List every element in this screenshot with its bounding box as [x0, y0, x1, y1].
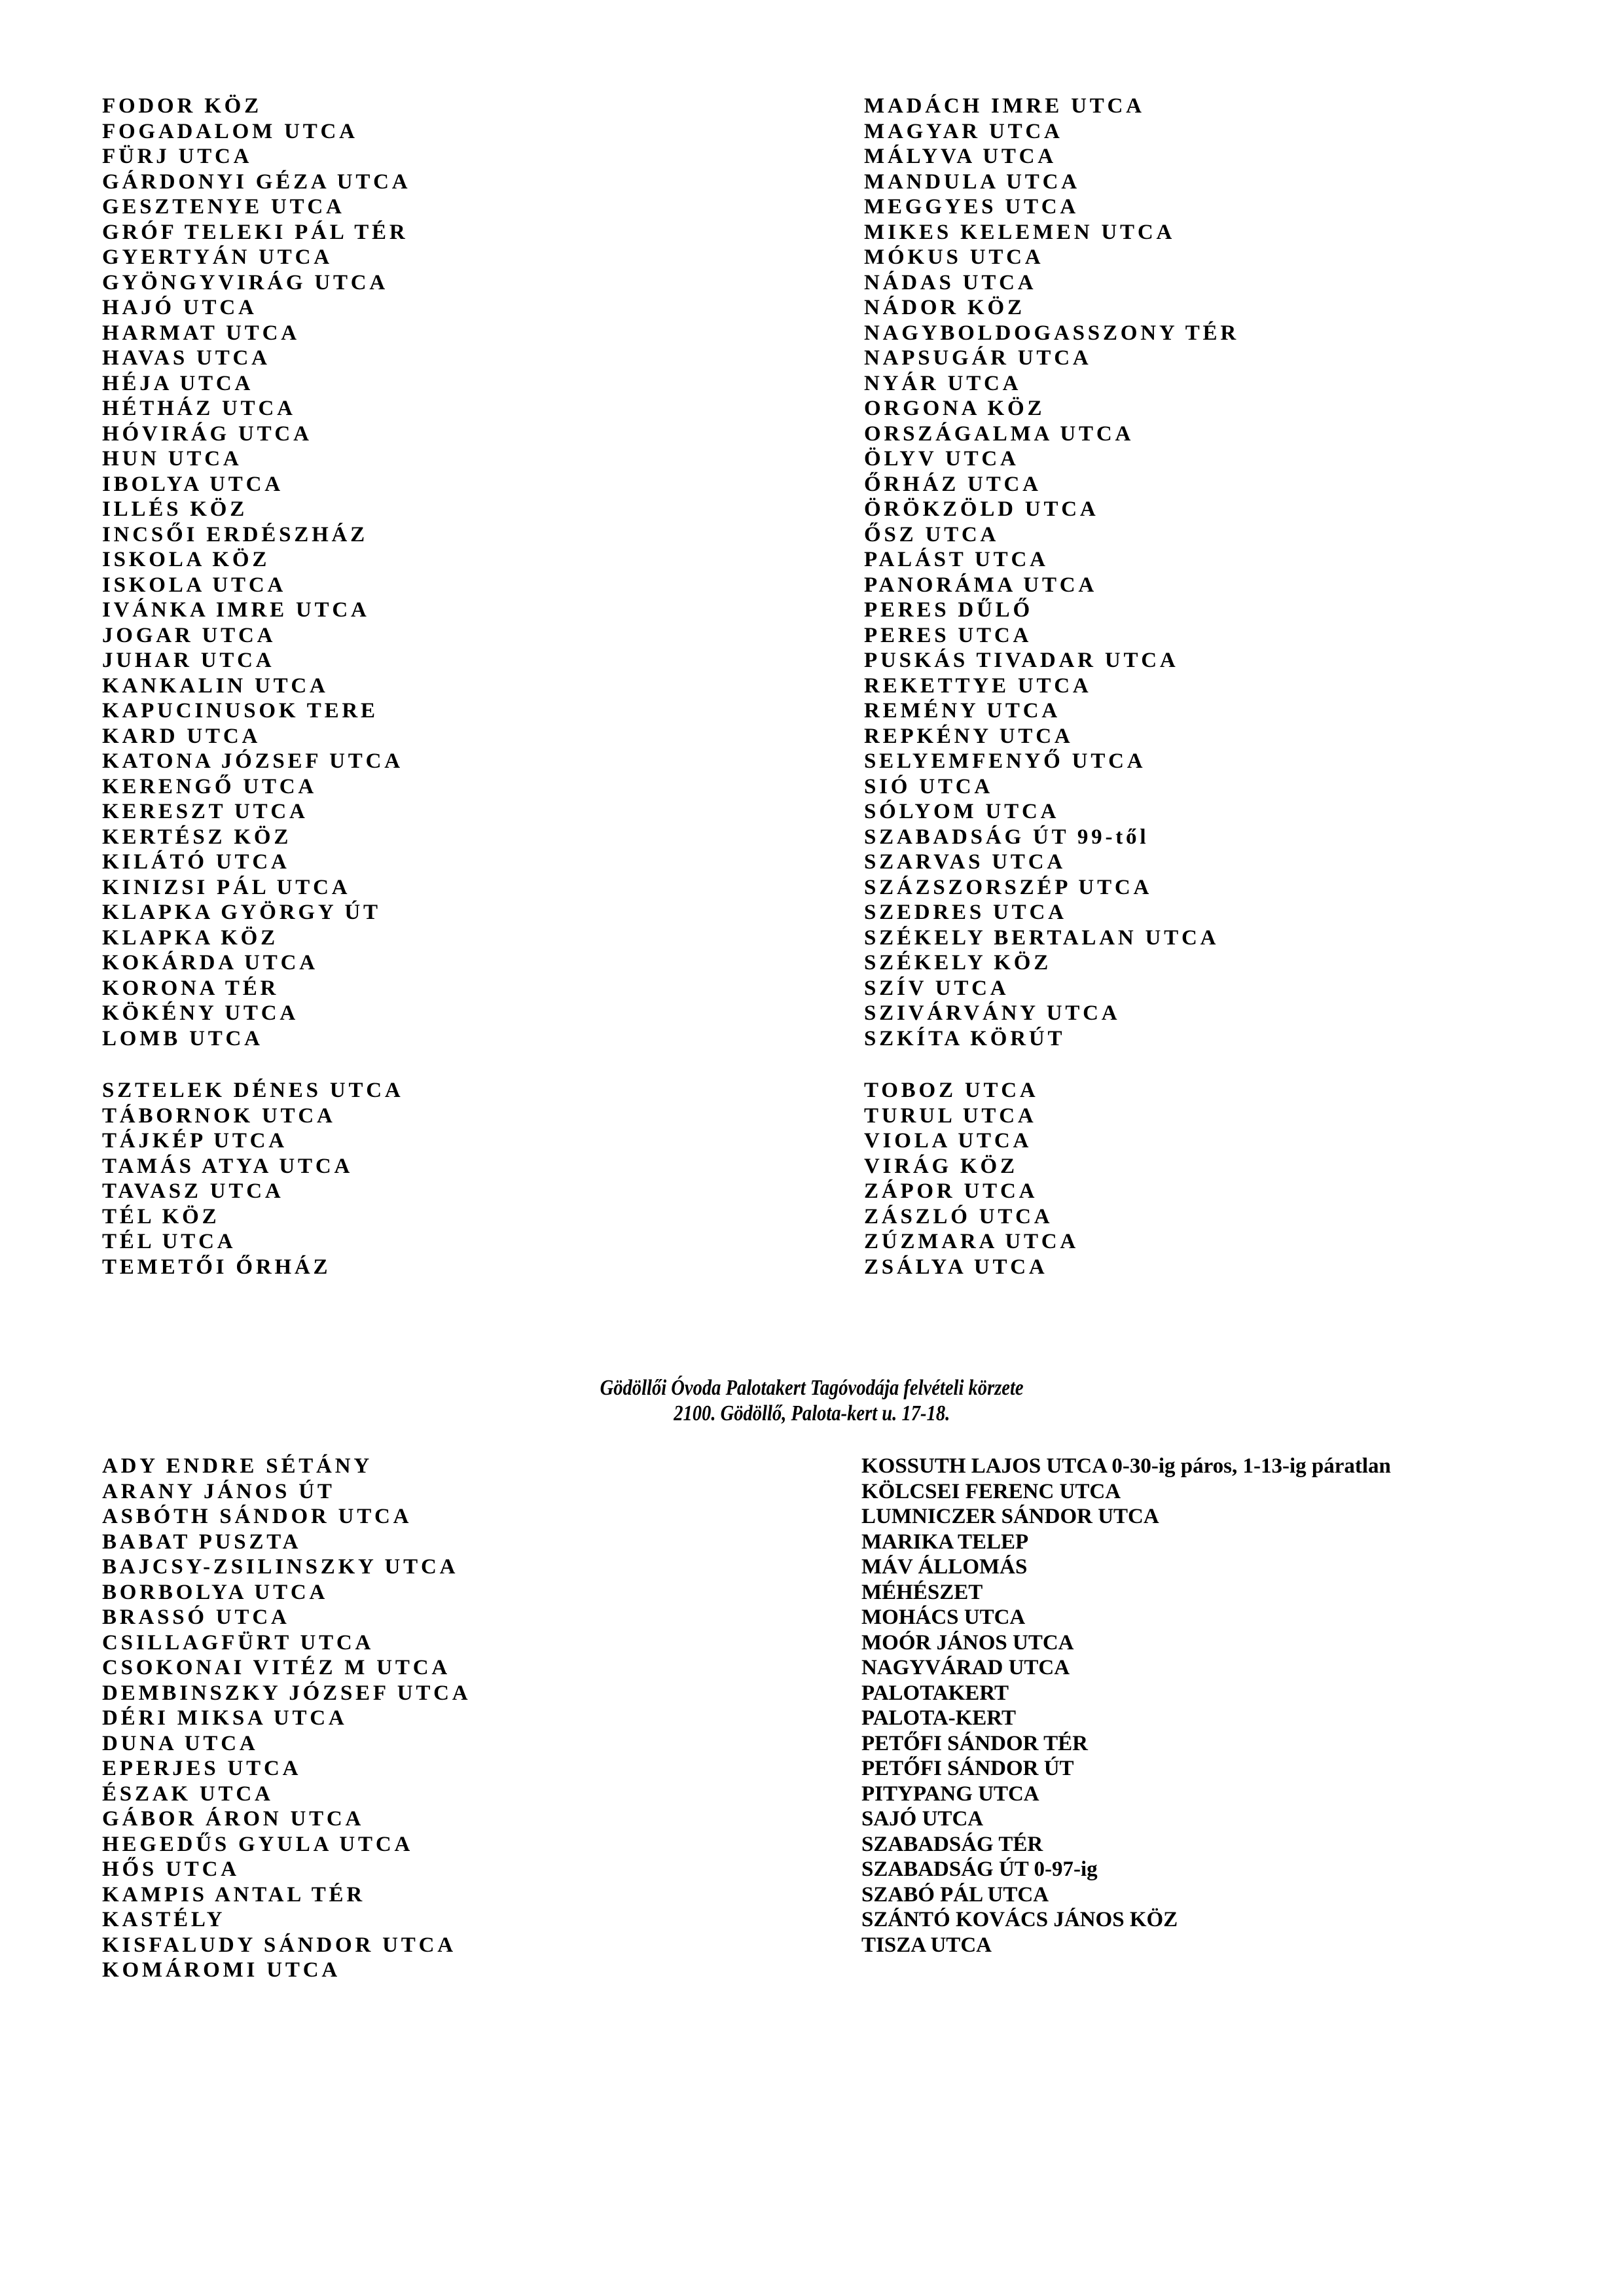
street-name: KLAPKA GYÖRGY ÚT	[102, 901, 381, 924]
street-name: DUNA UTCA	[102, 1731, 259, 1755]
street-name: SZKÍTA KÖRÚT	[864, 1026, 1066, 1050]
street-name: SÓLYOM UTCA	[864, 800, 1060, 823]
street-name: PERES DŰLŐ	[864, 598, 1033, 622]
street-name: MÉHÉSZET	[861, 1580, 983, 1604]
street-name: KINIZSI PÁL UTCA	[102, 875, 351, 899]
street-name: ÖLYV UTCA	[864, 447, 1019, 471]
street-name: SAJÓ UTCA	[861, 1807, 984, 1831]
street-name: HAJÓ UTCA	[102, 296, 257, 319]
street-name: MIKES KELEMEN UTCA	[864, 220, 1176, 244]
street-name: KLAPKA KÖZ	[102, 925, 278, 950]
street-name: ISKOLA UTCA	[102, 573, 287, 597]
street-name: VIRÁG KÖZ	[864, 1154, 1018, 1178]
street-name: PANORÁMA UTCA	[864, 573, 1098, 597]
street-name: ARANY JÁNOS ÚT	[102, 1479, 335, 1503]
street-name: TÉL KÖZ	[102, 1204, 220, 1229]
street-name: ÖRÖKZÖLD UTCA	[864, 497, 1099, 521]
section2-right-street-list	[861, 1454, 1391, 1958]
street-name: KERENGŐ UTCA	[102, 774, 317, 798]
street-name: NYÁR UTCA	[864, 371, 1022, 395]
street-name: KOKÁRDA UTCA	[102, 951, 318, 975]
street-name: SZABADSÁG ÚT 0-97-ig	[861, 1857, 1098, 1881]
heading-address: 2100. Gödöllő, Palota-kert u. 17-18.	[674, 1401, 950, 1426]
section1-right-street-list	[864, 94, 1239, 1051]
street-name: KOMÁROMI UTCA	[102, 1958, 340, 1982]
street-name: NÁDOR KÖZ	[864, 296, 1025, 319]
street-name: TAMÁS ATYA UTCA	[102, 1154, 353, 1178]
street-name: HÉTHÁZ UTCA	[102, 397, 296, 420]
street-name: PUSKÁS TIVADAR UTCA	[864, 649, 1179, 672]
street-name: CSOKONAI VITÉZ M UTCA	[102, 1656, 451, 1679]
street-name: SZÁZSZORSZÉP UTCA	[864, 875, 1153, 899]
street-name: KÖKÉNY UTCA	[102, 1001, 299, 1025]
street-name: ASBÓTH SÁNDOR UTCA	[102, 1505, 412, 1528]
street-name: MÁV ÁLLOMÁS	[861, 1555, 1028, 1579]
street-name: TAVASZ UTCA	[102, 1179, 284, 1203]
street-name: SZIVÁRVÁNY UTCA	[864, 1001, 1121, 1025]
street-name: TISZA UTCA	[861, 1933, 992, 1957]
street-name: REPKÉNY UTCA	[864, 724, 1074, 748]
street-name: NAPSUGÁR UTCA	[864, 346, 1092, 370]
street-name: KÖLCSEI FERENC UTCA	[861, 1479, 1121, 1503]
street-name: SZÁNTÓ KOVÁCS JÁNOS KÖZ	[861, 1908, 1178, 1931]
street-name: ÉSZAK UTCA	[102, 1782, 274, 1806]
street-name: FÜRJ UTCA	[102, 145, 253, 168]
street-name: FOGADALOM UTCA	[102, 119, 358, 143]
street-name: PETŐFI SÁNDOR TÉR	[861, 1731, 1088, 1755]
street-name: SZÉKELY BERTALAN UTCA	[864, 925, 1219, 950]
street-name: HARMAT UTCA	[102, 321, 300, 345]
street-name: MEGGYES UTCA	[864, 195, 1079, 219]
street-name: SELYEMFENYŐ UTCA	[864, 749, 1146, 773]
street-name: KATONA JÓZSEF UTCA	[102, 749, 403, 773]
street-name: HEGEDŰS GYULA UTCA	[102, 1832, 414, 1856]
street-name: TURUL UTCA	[864, 1103, 1037, 1128]
street-name: TÉL UTCA	[102, 1230, 236, 1253]
street-name: SZÉKELY KÖZ	[864, 951, 1052, 975]
street-name: JOGAR UTCA	[102, 623, 276, 647]
section2-left-street-list	[102, 1454, 471, 1983]
street-name: SZTELEK DÉNES UTCA	[102, 1079, 404, 1102]
street-name: ILLÉS KÖZ	[102, 497, 248, 521]
section1-left-street-list-continued	[102, 1078, 404, 1280]
street-name: PALÁST UTCA	[864, 548, 1049, 571]
street-name: KANKALIN UTCA	[102, 673, 329, 698]
street-name: ŐRHÁZ UTCA	[864, 472, 1041, 496]
street-name: GÁRDONYI GÉZA UTCA	[102, 170, 411, 194]
street-name: GYÖNGYVIRÁG UTCA	[102, 270, 389, 295]
section1-right-street-list-continued	[864, 1078, 1079, 1280]
street-name: SZARVAS UTCA	[864, 850, 1066, 874]
street-name: DÉRI MIKSA UTCA	[102, 1706, 348, 1730]
street-name: KORONA TÉR	[102, 976, 280, 1000]
street-name: LOMB UTCA	[102, 1026, 263, 1050]
street-name: SZEDRES UTCA	[864, 901, 1067, 924]
street-name: DEMBINSZKY JÓZSEF UTCA	[102, 1681, 471, 1705]
street-name: ORSZÁGALMA UTCA	[864, 422, 1134, 446]
heading-title: Gödöllői Óvoda Palotakert Tagóvodája felvételi körzete	[600, 1376, 1024, 1400]
street-name: ŐSZ UTCA	[864, 522, 1000, 547]
street-name: NAGYBOLDOGASSZONY TÉR	[864, 321, 1239, 345]
street-name: KERESZT UTCA	[102, 800, 308, 823]
street-name: MÁLYVA UTCA	[864, 145, 1056, 168]
street-name: TÁJKÉP UTCA	[102, 1129, 287, 1153]
street-name: NÁDAS UTCA	[864, 270, 1037, 295]
street-name: MAGYAR UTCA	[864, 119, 1063, 143]
street-name: GESZTENYE UTCA	[102, 195, 345, 219]
street-name: KARD UTCA	[102, 724, 261, 748]
street-name: HAVAS UTCA	[102, 346, 270, 370]
street-name: BRASSÓ UTCA	[102, 1605, 290, 1629]
street-name: KASTÉLY	[102, 1908, 226, 1931]
street-name: VIOLA UTCA	[864, 1129, 1032, 1153]
street-name: JUHAR UTCA	[102, 649, 275, 672]
street-name: MADÁCH IMRE UTCA	[864, 94, 1145, 118]
street-name: HÓVIRÁG UTCA	[102, 422, 312, 446]
street-name: MÓKUS UTCA	[864, 245, 1044, 269]
street-name: BAJCSY-ZSILINSZKY UTCA	[102, 1555, 459, 1579]
street-name: ZÁPOR UTCA	[864, 1179, 1038, 1203]
street-name: REKETTYE UTCA	[864, 673, 1092, 698]
street-name: GÁBOR ÁRON UTCA	[102, 1807, 365, 1831]
street-name: ZSÁLYA UTCA	[864, 1255, 1048, 1279]
street-name: TOBOZ UTCA	[864, 1079, 1039, 1102]
street-name: KILÁTÓ UTCA	[102, 850, 290, 874]
street-name: BABAT PUSZTA	[102, 1530, 302, 1554]
street-name: SZABÓ PÁL UTCA	[861, 1882, 1049, 1907]
street-name: CSILLAGFÜRT UTCA	[102, 1630, 374, 1655]
street-name: MOHÁCS UTCA	[861, 1605, 1026, 1629]
street-name: KERTÉSZ KÖZ	[102, 825, 292, 849]
street-name: MANDULA UTCA	[864, 170, 1080, 194]
street-name: BORBOLYA UTCA	[102, 1580, 329, 1604]
street-name: KISFALUDY SÁNDOR UTCA	[102, 1933, 456, 1957]
street-name: NAGYVÁRAD UTCA	[861, 1656, 1070, 1679]
street-name: IBOLYA UTCA	[102, 472, 283, 496]
street-name: PERES UTCA	[864, 623, 1032, 647]
street-name: SZÍV UTCA	[864, 976, 1009, 1000]
street-name: INCSŐI ERDÉSZHÁZ	[102, 522, 368, 547]
street-name: KOSSUTH LAJOS UTCA 0-30-ig páros, 1-13-ig páratlan	[861, 1454, 1391, 1478]
street-name: ZÁSZLÓ UTCA	[864, 1204, 1053, 1229]
street-name: SIÓ UTCA	[864, 774, 994, 798]
street-name: KAPUCINUSOK TERE	[102, 699, 378, 723]
street-name: KAMPIS ANTAL TÉR	[102, 1882, 365, 1907]
street-name: PITYPANG UTCA	[861, 1782, 1039, 1806]
street-name: FODOR KÖZ	[102, 94, 262, 118]
street-name: PALOTA-KERT	[861, 1706, 1016, 1730]
street-name: LUMNICZER SÁNDOR UTCA	[861, 1505, 1159, 1528]
street-name: HUN UTCA	[102, 447, 242, 471]
street-name: ORGONA KÖZ	[864, 397, 1045, 420]
street-name: ADY ENDRE SÉTÁNY	[102, 1454, 372, 1478]
street-name: SZABADSÁG TÉR	[861, 1832, 1043, 1856]
section1-left-street-list	[102, 94, 410, 1051]
street-name: PALOTAKERT	[861, 1681, 1009, 1705]
street-name: GYERTYÁN UTCA	[102, 245, 333, 269]
street-name: IVÁNKA IMRE UTCA	[102, 598, 370, 622]
street-name: PETŐFI SÁNDOR ÚT	[861, 1757, 1074, 1780]
street-name: MOÓR JÁNOS UTCA	[861, 1630, 1074, 1655]
street-name: MARIKA TELEP	[861, 1530, 1029, 1554]
street-name: SZABADSÁG ÚT 99-től	[864, 825, 1149, 849]
street-name: GRÓF TELEKI PÁL TÉR	[102, 220, 408, 244]
street-name: TÁBORNOK UTCA	[102, 1103, 336, 1128]
kindergarten-district-heading	[0, 1376, 1624, 1426]
street-name: TEMETŐI ŐRHÁZ	[102, 1255, 331, 1279]
street-name: ISKOLA KÖZ	[102, 548, 270, 571]
street-name: ZÚZMARA UTCA	[864, 1230, 1079, 1253]
street-name: HŐS UTCA	[102, 1857, 240, 1881]
street-name: REMÉNY UTCA	[864, 699, 1060, 723]
street-name: EPERJES UTCA	[102, 1757, 302, 1780]
street-name: HÉJA UTCA	[102, 371, 254, 395]
